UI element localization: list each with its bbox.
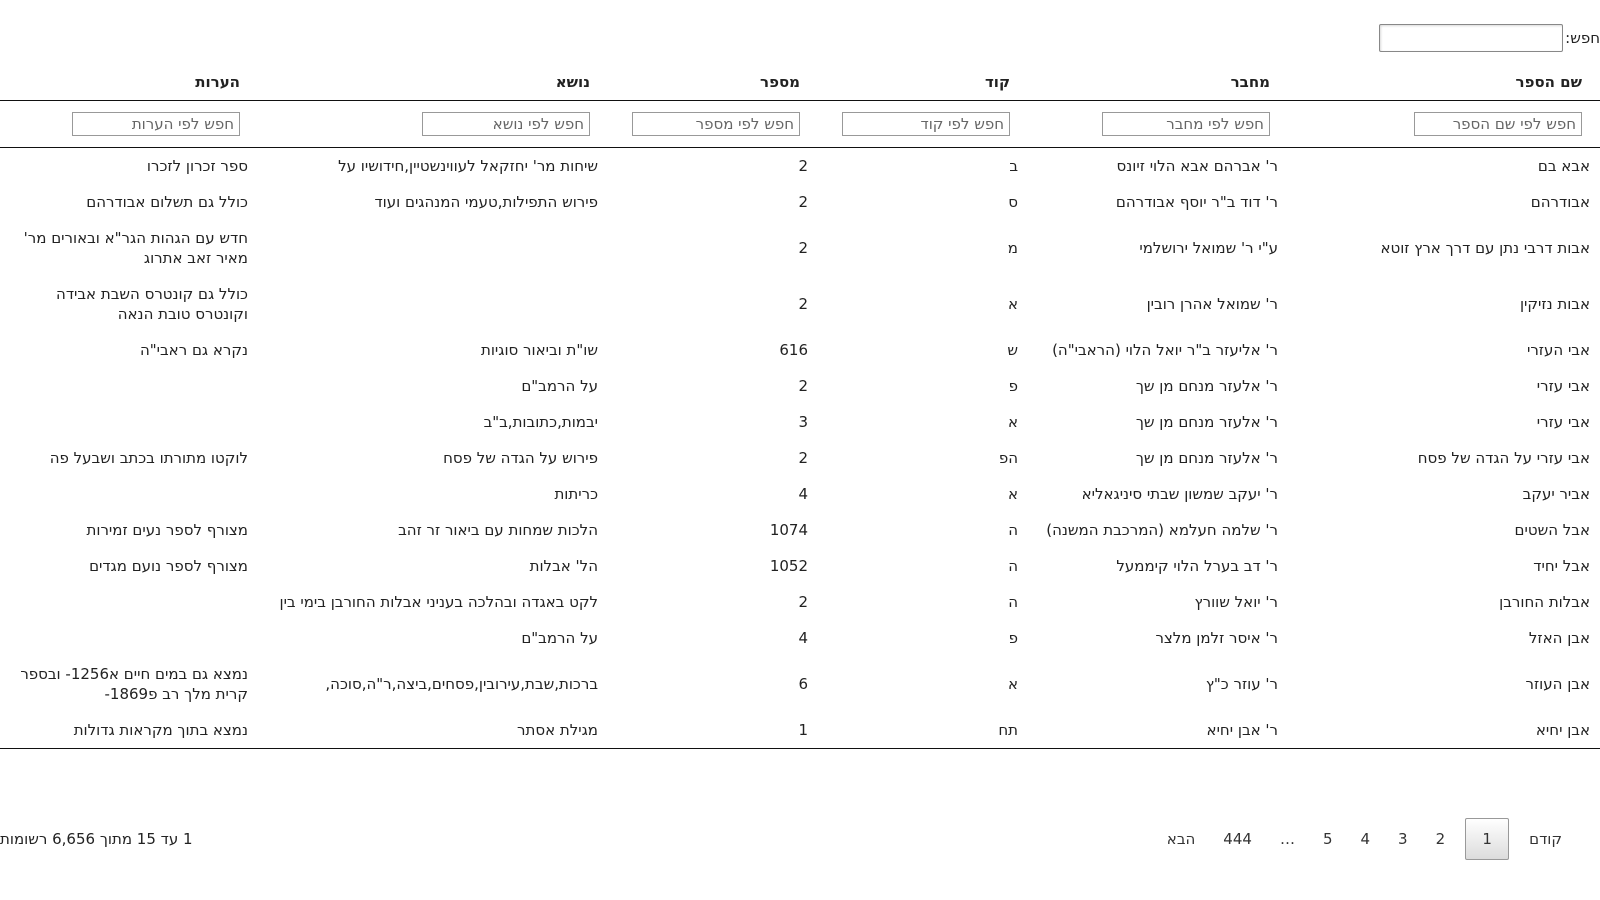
cell-subject: [258, 220, 608, 276]
table-row: [0, 584, 1600, 620]
cell-book-name: אבן יחיא: [1288, 712, 1600, 749]
cell-author: ר' איסר זלמן מלצר: [1155, 629, 1278, 647]
cell-number: 1052: [769, 557, 808, 575]
table-row: [0, 184, 1600, 220]
cell-notes: [0, 368, 258, 404]
table-row: [0, 712, 1600, 749]
cell-book-name: אבודרהם: [1530, 193, 1590, 211]
cell-number: 616: [779, 341, 808, 359]
cell-number: 6: [798, 675, 808, 693]
cell-author: ר' אליעזר ב"ר יואל הלוי (הראבי"ה): [1052, 341, 1278, 359]
cell-number: 2: [798, 157, 808, 175]
cell-code: ב: [1009, 157, 1018, 175]
cell-subject: הלכות שמחות עם ביאור זר זהב: [398, 521, 598, 539]
cell-number: 3: [798, 413, 808, 431]
cell-author: ר' שמואל אהרן רובין: [1146, 295, 1278, 313]
table-row: [0, 548, 1600, 584]
cell-book-name: אבלות החורבן: [1499, 593, 1590, 611]
search-area: [1379, 24, 1600, 52]
cell-book-name: אבי עזרי על הגדה של פסח: [1417, 449, 1590, 467]
cell-book-name: אבן האזל: [1528, 629, 1590, 647]
table-body: [0, 148, 1600, 749]
cell-notes: נקרא גם ראבי"ה: [139, 341, 248, 359]
filter-book-name-input[interactable]: [1414, 112, 1582, 136]
cell-code: א: [1007, 485, 1018, 503]
cell-number: 2: [798, 377, 808, 395]
cell-book-name: אבי עזרי: [1536, 413, 1590, 431]
cell-code: תח: [818, 712, 1028, 749]
cell-subject: שו"ת וביאור סוגיות: [480, 341, 598, 359]
pagination-next-button[interactable]: הבא: [1166, 830, 1196, 848]
cell-subject: יבמות,כתובות,ב"ב: [483, 413, 598, 431]
cell-subject: פירוש על הגדה של פסח: [443, 449, 598, 467]
cell-book-name: אבי עזרי: [1536, 377, 1590, 395]
cell-author: ר' אלעזר מנחם מן שך: [1135, 377, 1278, 395]
pagination-page-2[interactable]: 2: [1435, 830, 1446, 848]
cell-author: ר' דב בערל הלוי קיממעל: [1116, 557, 1278, 575]
cell-code: ה: [1008, 557, 1018, 575]
cell-notes: ספר זכרון לזכרו: [146, 157, 248, 175]
cell-notes: [0, 476, 258, 512]
cell-notes: מצורף לספר נועם מגדים: [89, 557, 248, 575]
cell-notes: [0, 620, 258, 656]
cell-code: א: [1007, 295, 1018, 313]
cell-author: ר' דוד ב"ר יוסף אבודרהם: [1115, 193, 1278, 211]
cell-number: 4: [798, 485, 808, 503]
table-info: 1 עד 15 מתוך 6,656 רשומות: [0, 830, 193, 848]
filter-author-input[interactable]: [1102, 112, 1270, 136]
search-label: חפש:: [1565, 29, 1600, 47]
cell-number: 1: [608, 712, 818, 749]
cell-code: ש: [1007, 341, 1018, 359]
cell-author: ר' אבן יחיא: [1028, 712, 1288, 749]
cell-author: ר' אברהם אבא הלוי זיונס: [1116, 157, 1278, 175]
cell-code: א: [1007, 675, 1018, 693]
cell-author: ר' אלעזר מנחם מן שך: [1135, 413, 1278, 431]
cell-notes: חדש עם הגהות הגר"א ובאורים מר' מאיר זאב אתרוג: [23, 229, 248, 267]
cell-author: ר' יעקב שמשון שבתי סיניגאליא: [1081, 485, 1278, 503]
pagination-page-4[interactable]: 4: [1360, 830, 1371, 848]
table-row: [0, 148, 1600, 185]
cell-code: א: [1007, 413, 1018, 431]
pagination-page-5[interactable]: 5: [1322, 830, 1333, 848]
cell-notes: נמצא בתוך מקראות גדולות: [0, 712, 258, 749]
cell-subject: שיחות מר' יחזקאל לעווינשטיין,חידושיו על: [338, 157, 598, 175]
header-book-name[interactable]: שם הספר: [1288, 64, 1600, 101]
cell-code: ה: [1008, 593, 1018, 611]
cell-code: ס: [1008, 193, 1018, 211]
cell-subject: על הרמב"ם: [521, 377, 598, 395]
cell-code: ה: [1008, 521, 1018, 539]
cell-number: 2: [798, 295, 808, 313]
table-row: [0, 656, 1600, 712]
filter-notes-input[interactable]: [72, 112, 240, 136]
header-author[interactable]: מחבר: [1028, 64, 1288, 101]
cell-subject: ברכות,שבת,עירובין,פסחים,ביצה,ר"ה,סוכה,: [325, 675, 598, 693]
cell-subject: כריתות: [554, 485, 598, 503]
cell-book-name: אביר יעקב: [1522, 485, 1590, 503]
cell-subject: על הרמב"ם: [521, 629, 598, 647]
cell-book-name: אבא בם: [1537, 157, 1590, 175]
cell-subject: [258, 276, 608, 332]
table-row: [0, 332, 1600, 368]
pagination-page-444[interactable]: 444: [1223, 830, 1252, 848]
table-row: [0, 404, 1600, 440]
pagination-prev-button[interactable]: קודם: [1529, 830, 1562, 848]
cell-author: ר' אלעזר מנחם מן שך: [1135, 449, 1278, 467]
filter-code-input[interactable]: [842, 112, 1010, 136]
cell-book-name: אבי העזרי: [1526, 341, 1590, 359]
cell-number: 2: [798, 593, 808, 611]
cell-notes: מצורף לספר נעים זמירות: [86, 521, 248, 539]
pagination: [1153, 818, 1576, 860]
cell-book-name: אבות דרבי נתן עם דרך ארץ זוטא: [1380, 239, 1590, 257]
search-input[interactable]: [1379, 24, 1563, 52]
header-number[interactable]: מספר: [608, 64, 818, 101]
header-subject[interactable]: נושא: [258, 64, 608, 101]
table-row: [0, 368, 1600, 404]
cell-notes: לוקטו מתורתו בכתב ושבעל פה: [49, 449, 248, 467]
filter-number-input[interactable]: [632, 112, 800, 136]
cell-code: הפ: [998, 449, 1018, 467]
header-notes[interactable]: הערות: [0, 64, 258, 101]
cell-subject: פירוש התפילות,טעמי המנהגים ועוד: [374, 193, 598, 211]
cell-number: 1074: [769, 521, 808, 539]
cell-code: פ: [1008, 377, 1018, 395]
cell-number: 2: [798, 239, 808, 257]
table-row: [0, 220, 1600, 276]
cell-notes: [0, 404, 258, 440]
cell-author: ר' שלמה חעלמא (המרכבת המשנה): [1046, 521, 1278, 539]
cell-code: פ: [1008, 629, 1018, 647]
cell-subject: מגילת אסתר: [258, 712, 608, 749]
cell-subject: הל' אבלות: [529, 557, 598, 575]
pagination-page-1[interactable]: 1: [1465, 818, 1509, 860]
pagination-ellipsis: …: [1279, 830, 1295, 848]
cell-book-name: אבל יחיד: [1533, 557, 1590, 575]
cell-book-name: אבן העוזר: [1525, 675, 1590, 693]
header-code[interactable]: קוד: [818, 64, 1028, 101]
table-row: [0, 512, 1600, 548]
cell-number: 4: [798, 629, 808, 647]
cell-notes: [0, 584, 258, 620]
table-row: [0, 276, 1600, 332]
cell-number: 2: [798, 193, 808, 211]
books-table: [0, 64, 1600, 749]
table-row: [0, 620, 1600, 656]
cell-notes: כולל גם תשלום אבודרהם: [86, 193, 248, 211]
filter-row: [0, 101, 1600, 148]
cell-author: ר' יואל שוורץ: [1194, 593, 1278, 611]
cell-author: ע"י ר' שמואל ירושלמי: [1139, 239, 1278, 257]
filter-subject-input[interactable]: [422, 112, 590, 136]
cell-number: 2: [798, 449, 808, 467]
cell-author: ר' עוזר כ"ץ: [1205, 675, 1278, 693]
cell-notes: כולל גם קונטרס השבת אבידה וקונטרס טובת הנאה: [56, 285, 248, 323]
cell-book-name: אבות נזיקין: [1519, 295, 1590, 313]
cell-code: מ: [1007, 239, 1018, 257]
header-row: [0, 64, 1600, 101]
table-row: [0, 440, 1600, 476]
cell-subject: לקט באגדה ובהלכה בעניני אבלות החורבן בימי בין: [279, 593, 598, 611]
table-row: [0, 476, 1600, 512]
pagination-page-3[interactable]: 3: [1398, 830, 1408, 848]
cell-notes: נמצא גם במים חיים א1256- ובספר קרית מלך רב פ1869-: [20, 665, 248, 703]
cell-book-name: אבל השטים: [1514, 521, 1590, 539]
